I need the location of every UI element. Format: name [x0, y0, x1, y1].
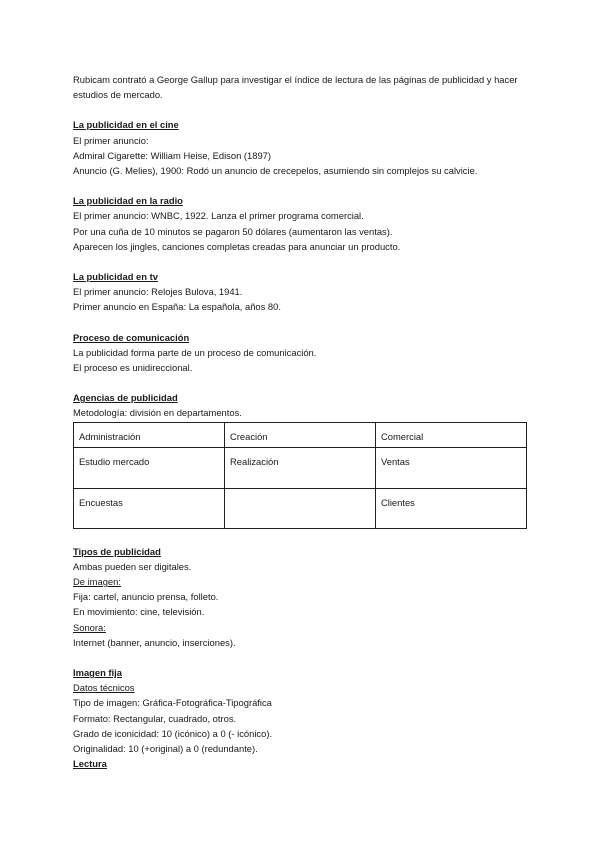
intro-paragraph: Rubicam contrató a George Gallup para investigar el índice de lectura de las páginas de publicidad y hacer estudios de mercado. [73, 74, 518, 101]
table-cell: Realización [225, 447, 376, 488]
subheading-datos-tecnicos: Datos técnicos [73, 682, 135, 694]
table-row [74, 422, 527, 447]
table-cell: Clientes [376, 488, 527, 528]
cine-line: Anuncio (G. Melies), 1900: Rodó un anuncio de crecepelos, asumiendo sin complejos su calvicie. [73, 165, 478, 177]
heading-tv: La publicidad en tv [73, 271, 158, 283]
spacer [73, 254, 533, 269]
table-cell: Comercial [376, 422, 527, 447]
radio-line: Por una cuña de 10 minutos se pagaron 50 dólares (aumentaron las ventas). [73, 225, 393, 237]
cine-line: El primer anuncio: [73, 134, 149, 146]
table-cell: Ventas [376, 447, 527, 488]
subheading-imagen: De imagen: [73, 576, 121, 588]
imagen-fija-line: Formato: Rectangular, cuadrado, otros. [73, 712, 237, 724]
table-row [74, 488, 527, 528]
table-cell: Estudio mercado [74, 447, 225, 488]
imagen-line: Fija: cartel, anuncio prensa, folleto. [73, 591, 219, 603]
table-cell-empty [225, 488, 376, 528]
spacer [73, 102, 533, 117]
heading-cine: La publicidad en el cine [73, 119, 179, 131]
sonora-line: Internet (banner, anuncio, inserciones). [73, 636, 236, 648]
subheading-lectura: Lectura [73, 758, 107, 770]
heading-radio: La publicidad en la radio [73, 195, 183, 207]
table-cell: Encuestas [74, 488, 225, 528]
heading-tipos: Tipos de publicidad [73, 545, 161, 557]
table-row [74, 447, 527, 488]
imagen-line: En movimiento: cine, televisión. [73, 606, 205, 618]
heading-imagen-fija: Imagen fija [73, 667, 122, 679]
spacer [73, 529, 533, 544]
document-content [73, 72, 533, 772]
tipos-line: Ambas pueden ser digitales. [73, 560, 192, 572]
heading-agencias: Agencias de publicidad [73, 392, 178, 404]
imagen-fija-line: Tipo de imagen: Gráfica-Fotográfica-Tipográfica [73, 697, 272, 709]
radio-line: Aparecen los jingles, canciones completas creadas para anunciar un producto. [73, 240, 401, 252]
tv-line: El primer anuncio: Relojes Bulova, 1941. [73, 286, 243, 298]
radio-line: El primer anuncio: WNBC, 1922. Lanza el primer programa comercial. [73, 210, 364, 222]
agencias-line: Metodología: división en departamentos. [73, 407, 242, 419]
spacer [73, 178, 533, 193]
imagen-fija-line: Grado de iconicidad: 10 (icónico) a 0 (- icónico). [73, 727, 273, 739]
table-cell: Administración [74, 422, 225, 447]
table-cell: Creación [225, 422, 376, 447]
proceso-line: El proceso es unidireccional. [73, 362, 193, 374]
cine-line: Admiral Cigarette: William Heise, Edison (1897) [73, 149, 271, 161]
proceso-line: La publicidad forma parte de un proceso de comunicación. [73, 346, 317, 358]
tv-line: Primer anuncio en España: La española, años 80. [73, 301, 281, 313]
spacer [73, 315, 533, 330]
imagen-fija-line: Originalidad: 10 (+original) a 0 (redundante). [73, 743, 258, 755]
subheading-sonora: Sonora: [73, 621, 106, 633]
heading-proceso: Proceso de comunicación [73, 331, 190, 343]
departments-table [73, 422, 527, 529]
spacer [73, 650, 533, 665]
spacer [73, 375, 533, 390]
